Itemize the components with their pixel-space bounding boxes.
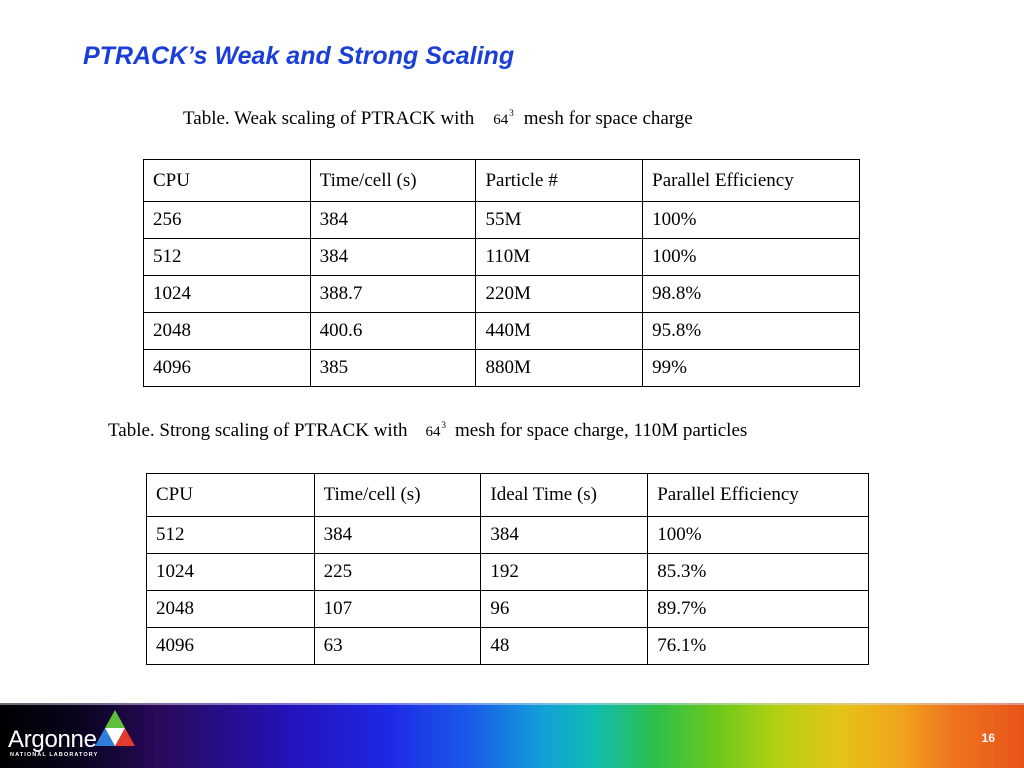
table-cell: 1024 bbox=[144, 276, 311, 313]
table-cell: 100% bbox=[648, 517, 869, 554]
table-cell: 4096 bbox=[147, 628, 315, 665]
table-cell: 440M bbox=[476, 313, 643, 350]
table-cell: 880M bbox=[476, 350, 643, 387]
table-row bbox=[144, 239, 860, 276]
table-cell: 384 bbox=[314, 517, 481, 554]
table-row bbox=[147, 591, 869, 628]
header-cell: Parallel Efficiency bbox=[648, 474, 869, 517]
table-cell: 98.8% bbox=[643, 276, 860, 313]
table-cell: 2048 bbox=[147, 591, 315, 628]
table-cell: 1024 bbox=[147, 554, 315, 591]
weak-scaling-caption bbox=[183, 108, 693, 130]
table-header-row bbox=[147, 474, 869, 517]
table-row bbox=[147, 628, 869, 665]
weak-scaling-table bbox=[143, 159, 860, 387]
strong-mesh-size: $64^3$ bbox=[425, 420, 446, 440]
table-row bbox=[147, 517, 869, 554]
table-cell: 100% bbox=[643, 239, 860, 276]
table-cell: 220M bbox=[476, 276, 643, 313]
table-cell: 256 bbox=[144, 202, 311, 239]
page-number: 16 bbox=[981, 731, 995, 745]
header-cell: Parallel Efficiency bbox=[643, 160, 860, 202]
table-row bbox=[144, 313, 860, 350]
table-cell: 384 bbox=[310, 239, 476, 276]
table-header-row bbox=[144, 160, 860, 202]
header-cell: Time/cell (s) bbox=[310, 160, 476, 202]
table-cell: 48 bbox=[481, 628, 648, 665]
table-cell: 4096 bbox=[144, 350, 311, 387]
table-cell: 89.7% bbox=[648, 591, 869, 628]
strong-scaling-table bbox=[146, 473, 869, 665]
slide-title: PTRACK’s Weak and Strong Scaling bbox=[83, 42, 515, 70]
table-cell: 384 bbox=[481, 517, 648, 554]
footer-spectrum-bar bbox=[0, 703, 1024, 768]
table-cell: 512 bbox=[147, 517, 315, 554]
table-cell: 107 bbox=[314, 591, 481, 628]
weak-caption-text: Table. Weak scaling of PTRACK with bbox=[183, 108, 475, 129]
table-cell: 99% bbox=[643, 350, 860, 387]
weak-mesh-size: $64^3$ bbox=[493, 108, 514, 128]
table-row bbox=[147, 554, 869, 591]
argonne-logo-text: Argonne bbox=[8, 726, 97, 753]
table-cell: 85.3% bbox=[648, 554, 869, 591]
table-cell: 384 bbox=[310, 202, 476, 239]
strong-caption-suffix: mesh for space charge, 110M particles bbox=[454, 420, 748, 441]
table-cell: 100% bbox=[643, 202, 860, 239]
table-cell: 225 bbox=[314, 554, 481, 591]
header-cell: Particle # bbox=[476, 160, 643, 202]
table-cell: 400.6 bbox=[310, 313, 476, 350]
header-cell: Ideal Time (s) bbox=[481, 474, 648, 517]
footer-divider bbox=[0, 703, 1024, 705]
table-cell: 63 bbox=[314, 628, 481, 665]
table-cell: 76.1% bbox=[648, 628, 869, 665]
table-cell: 2048 bbox=[144, 313, 311, 350]
header-cell: Time/cell (s) bbox=[314, 474, 481, 517]
table-cell: 95.8% bbox=[643, 313, 860, 350]
strong-scaling-caption bbox=[108, 420, 747, 442]
table-cell: 55M bbox=[476, 202, 643, 239]
header-cell: CPU bbox=[147, 474, 315, 517]
table-row bbox=[144, 202, 860, 239]
table-cell: 110M bbox=[476, 239, 643, 276]
argonne-logo-subtext: NATIONAL LABORATORY bbox=[10, 752, 99, 758]
table-row bbox=[144, 350, 860, 387]
table-cell: 192 bbox=[481, 554, 648, 591]
table-row bbox=[144, 276, 860, 313]
table-cell: 96 bbox=[481, 591, 648, 628]
strong-caption-text: Table. Strong scaling of PTRACK with bbox=[108, 420, 408, 441]
argonne-triangle-icon bbox=[94, 709, 136, 747]
weak-caption-suffix: mesh for space charge bbox=[523, 108, 693, 129]
table-cell: 388.7 bbox=[310, 276, 476, 313]
table-cell: 385 bbox=[310, 350, 476, 387]
header-cell: CPU bbox=[144, 160, 311, 202]
table-cell: 512 bbox=[144, 239, 311, 276]
